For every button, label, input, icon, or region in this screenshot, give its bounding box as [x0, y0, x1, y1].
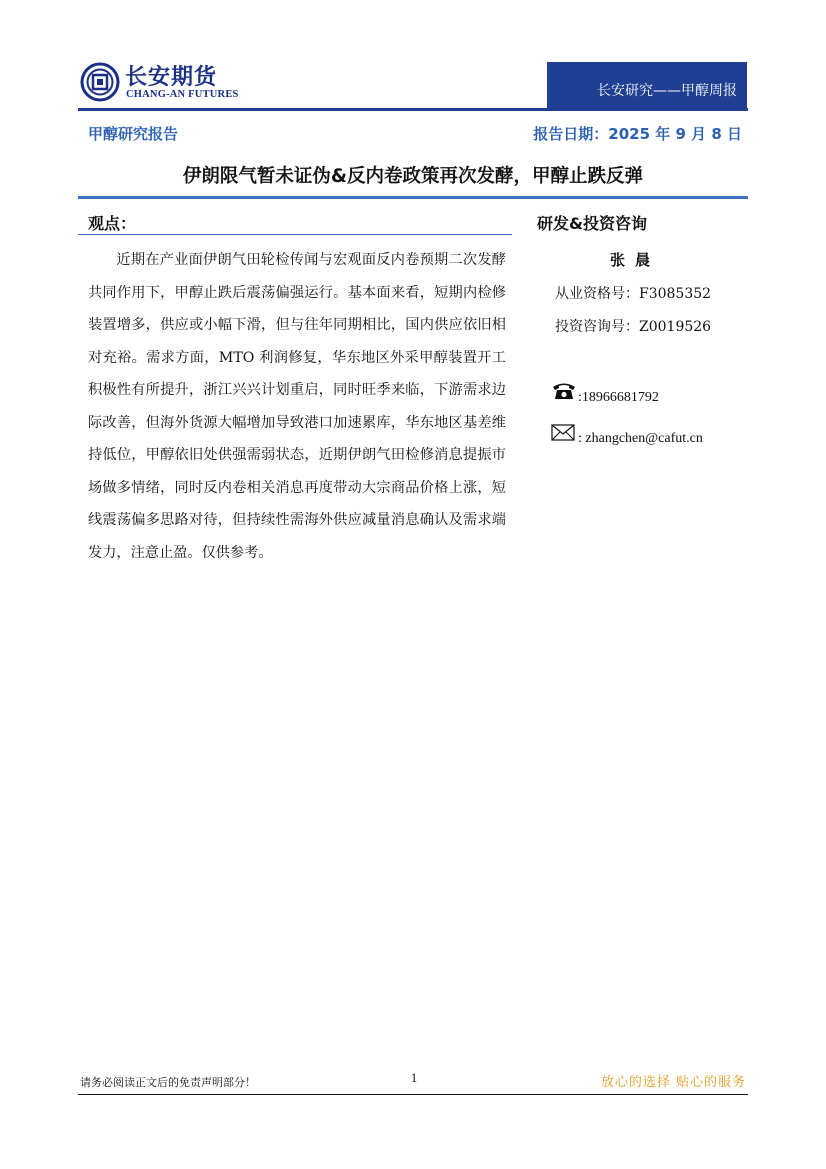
page-number: 1 [410, 1070, 418, 1085]
sidebar-heading: 研发&投资咨询 [537, 214, 647, 233]
qualification-number: 从业资格号：F3085352 [555, 286, 712, 302]
consulting-number: 投资咨询号：Z0019526 [555, 319, 712, 335]
analyst-name: 张晨 [610, 251, 661, 269]
logo-wordmark-en: CHANG-AN FUTURES [126, 89, 239, 100]
section-divider [78, 234, 512, 235]
header-band-title: 长安研究——甲醇周报 [597, 83, 737, 99]
company-logo-icon [80, 62, 120, 102]
report-title: 伊朗限气暂未证伪&反内卷政策再次发酵，甲醇止跌反弹 [182, 166, 644, 187]
title-divider [78, 196, 748, 199]
header-divider [78, 108, 748, 111]
section-heading: 观点： [88, 214, 137, 233]
footer-slogan: 放心的选择 贴心的服务 [600, 1075, 746, 1090]
body-paragraph: 近期在产业面伊朗气田轮检传闻与宏观面反内卷预期二次发酵共同作用下，甲醇止跌后震荡偏强运行。基本面来看，短期内检修装置增多，供应或小幅下滑，但与往年同期相比，国内供应依旧相对充裕。需求方面，MTO 利润修复，华东地区外采甲醇装置开工积极性有所提升，浙江兴兴计划重启，同时旺季来临，下游需求边际改善，但海外货源大幅增加导致港口加速累库，华东地区基差维持低位，甲醇依旧处供强需弱状态，近期伊朗气田检修消息提振市场做多情绪，同时反内卷相关消息再度带动大宗商品价格上涨，短线震荡偏多思路对待，但持续性需海外供应减量消息确认及需求端发力，注意止盈。仅供参考。 [88, 252, 506, 561]
report-type: 甲醇研究报告 [88, 125, 179, 143]
email-address: : zhangchen@cafut.cn [578, 431, 703, 446]
envelope-icon [551, 424, 575, 441]
disclaimer-note: 请务必阅读正文后的免责声明部分！ [80, 1076, 256, 1089]
phone-number: :18966681792 [578, 390, 659, 405]
footer-divider [78, 1094, 748, 1095]
logo-wordmark-cn: 长安期货 [125, 65, 218, 90]
telephone-icon [551, 380, 577, 400]
report-date: 报告日期：2025 年 9 月 8 日 [533, 125, 742, 143]
